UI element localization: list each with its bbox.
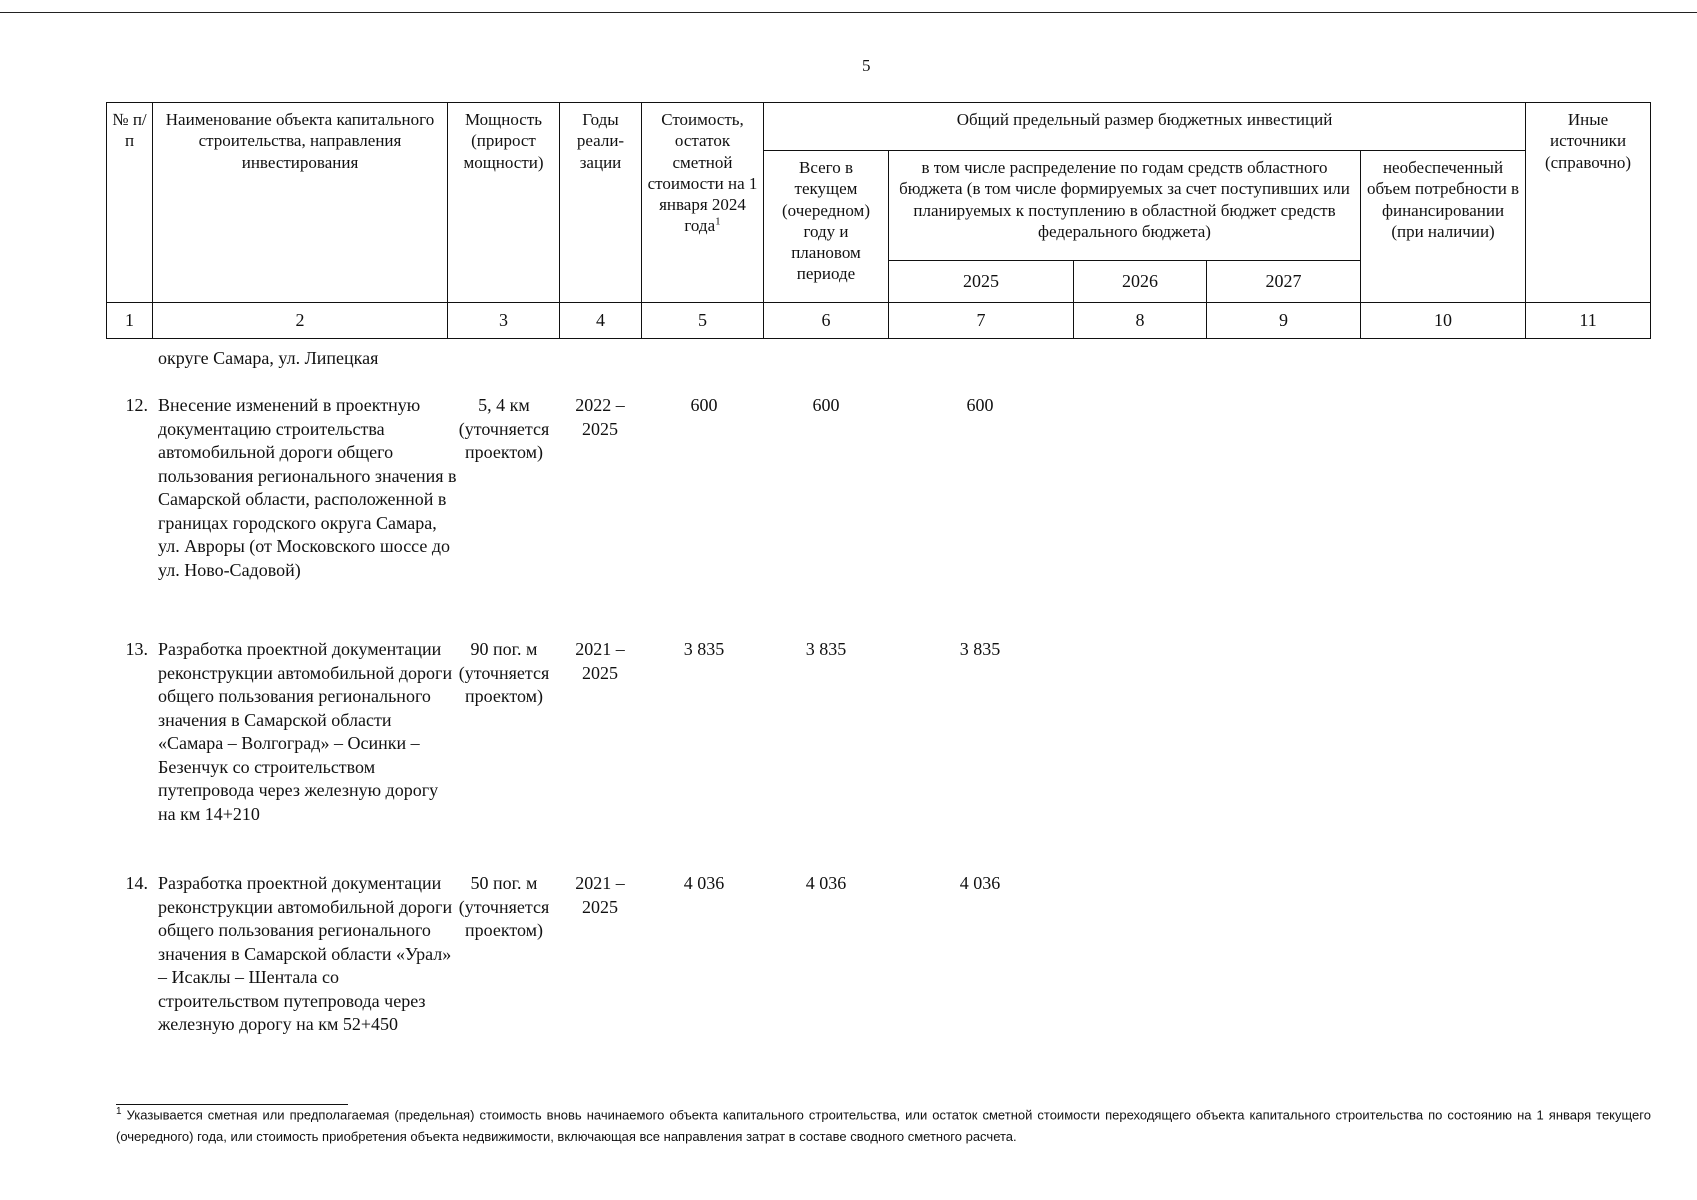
row-total: 4 036 — [805, 873, 847, 893]
column-number: 11 — [1526, 303, 1651, 339]
header-other-sources: Иные источники (справочно) — [1526, 103, 1651, 303]
header-name: Наименование объекта капитального строительства, направления инвестирования — [153, 103, 448, 303]
header-cost — [642, 103, 764, 303]
row-cost: 4 036 — [683, 873, 725, 893]
row-years: 2022 – 2025 — [575, 395, 625, 439]
row-number: 13. — [125, 639, 148, 659]
footnote-text: Указывается сметная или предполагаемая (предельная) стоимость вновь начинаемого объекта капитального строительства, или остаток сметной стоимости переходящего объекта капитального строительства по состоянию на 1 января текущего (очередного) года, или стоимость приобретения объекта недвижимости, включающая все направления затрат в составе сводного сметного расчета. — [116, 1107, 1651, 1145]
column-number: 5 — [642, 303, 764, 339]
header-cost-text: Стоимость, остаток сметной стоимости на 1 января 2024 года — [647, 110, 758, 236]
row-name: Разработка проектной документации реконструкции автомобильной дороги общего пользования регионального значения в Самарской области «Самара – Волгоград» – Осинки – Безенчук со строительством путепровода через железную дорогу на км 14+210 — [158, 639, 453, 824]
row-2025: 4 036 — [959, 873, 1001, 893]
row-capacity: 50 пог. м (уточняется проектом) — [458, 873, 550, 940]
footnote — [116, 1101, 1651, 1148]
header-total: Всего в текущем (очередном) году и плановом периоде — [764, 151, 889, 303]
header-capacity: Мощность (прирост мощности) — [448, 103, 560, 303]
header-unfunded: необеспеченный объем потребности в финансировании (при наличии) — [1361, 151, 1526, 303]
column-number: 2 — [153, 303, 448, 339]
column-number: 10 — [1361, 303, 1526, 339]
row-2025: 600 — [966, 395, 994, 415]
header-year-2026: 2026 — [1074, 261, 1207, 303]
column-number: 9 — [1207, 303, 1361, 339]
carried-over-text: округе Самара, ул. Липецкая — [158, 348, 379, 368]
header-table — [106, 102, 1651, 339]
header-year-2025: 2025 — [889, 261, 1074, 303]
column-number: 8 — [1074, 303, 1207, 339]
header-distribution: в том числе распределение по годам средств областного бюджета (в том числе формируемых за счет поступивших или планируемых к поступлению в областной бюджет средств федерального бюджета) — [889, 151, 1361, 261]
scan-edge-line — [0, 12, 1697, 13]
header-num: № п/п — [107, 103, 153, 303]
page-number: 5 — [862, 56, 871, 75]
column-number: 4 — [560, 303, 642, 339]
row-years: 2021 – 2025 — [575, 873, 625, 917]
row-cost: 3 835 — [683, 639, 725, 659]
footnote-mark: 1 — [116, 1106, 122, 1117]
header-years: Годы реали-зации — [560, 103, 642, 303]
column-number: 3 — [448, 303, 560, 339]
column-number: 1 — [107, 303, 153, 339]
row-total: 3 835 — [805, 639, 847, 659]
header-budget-group: Общий предельный размер бюджетных инвестиций — [764, 103, 1526, 151]
row-name: Внесение изменений в проектную документацию строительства автомобильной дороги общего пользования регионального значения в Самарской области, расположенной в границах городского округа Самара, ул. Авроры (от Московского шоссе до ул. Ново-Садовой) — [158, 395, 457, 580]
column-number: 7 — [889, 303, 1074, 339]
row-name: Разработка проектной документации реконструкции автомобильной дороги общего пользования регионального значения в Самарской области «Урал» – Исаклы – Шентала со строительством путепровода через железную дорогу на км 52+450 — [158, 873, 453, 1034]
row-number: 12. — [125, 395, 148, 415]
footnote-marker: 1 — [715, 215, 721, 228]
row-2025: 3 835 — [959, 639, 1001, 659]
row-capacity: 5, 4 км (уточняется проектом) — [458, 395, 550, 462]
row-total: 600 — [812, 395, 840, 415]
row-cost: 600 — [690, 395, 718, 415]
column-number: 6 — [764, 303, 889, 339]
row-number: 14. — [125, 873, 148, 893]
header-year-2027: 2027 — [1207, 261, 1361, 303]
row-years: 2021 – 2025 — [575, 639, 625, 683]
row-capacity: 90 пог. м (уточняется проектом) — [458, 639, 550, 706]
